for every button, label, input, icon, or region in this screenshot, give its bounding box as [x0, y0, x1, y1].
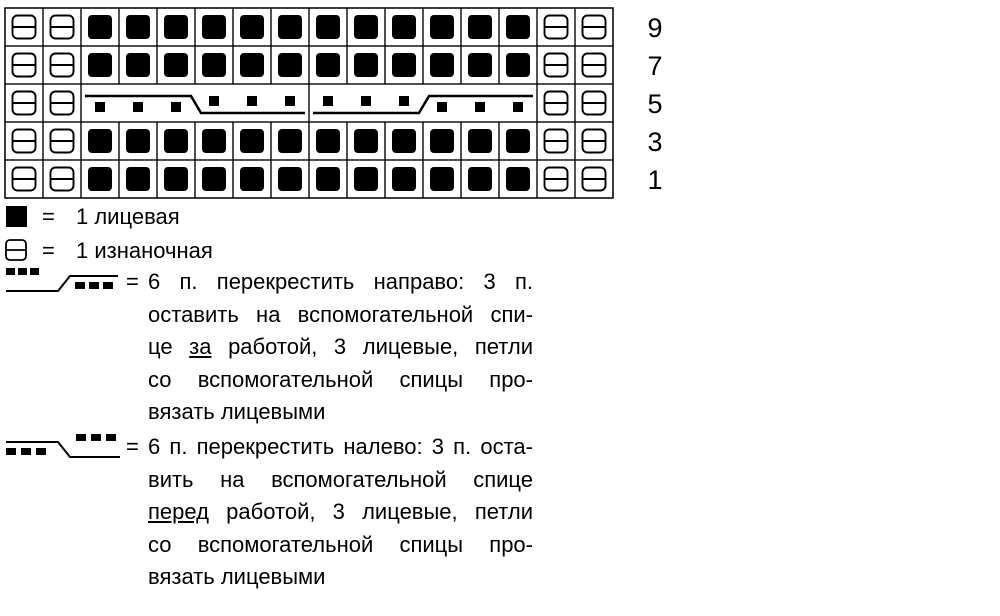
- cross-left-legend-sq: [91, 434, 101, 441]
- underlined-word: перед: [148, 499, 209, 525]
- cross-right-description: [148, 266, 533, 429]
- knit-stitch: [88, 15, 112, 39]
- cable-stitch: [209, 96, 219, 106]
- cable-stitch: [399, 96, 409, 106]
- knit-stitch: [88, 53, 112, 77]
- knit-stitch: [278, 53, 302, 77]
- knit-stitch: [354, 53, 378, 77]
- legend-line: вязать лицевыми: [148, 399, 326, 425]
- knit-stitch: [202, 53, 226, 77]
- cable-stitch: [513, 102, 523, 112]
- cross-left-legend-eq: =: [126, 434, 139, 459]
- knit-stitch: [278, 129, 302, 153]
- knit-stitch: [164, 129, 188, 153]
- cross-right-legend-sq: [89, 282, 99, 289]
- knit-stitch: [430, 15, 454, 39]
- cable-stitch: [285, 96, 295, 106]
- legend-line: оставить на вспомогательной спи-: [148, 301, 533, 327]
- legend-line: 6 п. перекрестить налево: 3 п. оста-: [148, 434, 533, 459]
- knit-stitch: [468, 167, 492, 191]
- legend-line: вить на вспомогательной спице: [148, 466, 533, 492]
- knit-legend-icon: [6, 206, 27, 227]
- row-number-3: 3: [647, 127, 663, 157]
- underlined-word: за: [189, 334, 212, 360]
- legend-line: [148, 331, 533, 364]
- knit-stitch: [392, 53, 416, 77]
- knit-stitch: [316, 129, 340, 153]
- knit-stitch: [316, 15, 340, 39]
- knit-stitch: [126, 129, 150, 153]
- knit-stitch: [126, 15, 150, 39]
- knit-stitch: [468, 53, 492, 77]
- legend-line: со вспомогательной спицы про-: [148, 531, 533, 557]
- knit-stitch: [430, 167, 454, 191]
- knit-stitch: [506, 53, 530, 77]
- row-number-7: 7: [647, 51, 663, 81]
- knit-stitch: [316, 167, 340, 191]
- knit-stitch: [392, 15, 416, 39]
- knit-stitch: [468, 129, 492, 153]
- cable-stitch: [247, 96, 257, 106]
- knit-stitch: [354, 15, 378, 39]
- knit-stitch: [506, 129, 530, 153]
- legend-fragment: работой, 3 лицевые, петли: [208, 499, 533, 525]
- cross-left-legend-sq: [76, 434, 86, 441]
- knit-stitch: [240, 129, 264, 153]
- knit-stitch: [392, 129, 416, 153]
- legend-line: [148, 496, 533, 529]
- knit-stitch: [202, 15, 226, 39]
- cable-stitch: [475, 102, 485, 112]
- cross-right-legend-sq: [75, 282, 85, 289]
- knit-stitch: [126, 167, 150, 191]
- cable-stitch: [133, 102, 143, 112]
- cross-right-legend-line: [6, 276, 118, 291]
- legend-line: вязать лицевыми: [148, 564, 326, 590]
- cross-right-legend-eq: =: [126, 269, 139, 294]
- knit-stitch: [164, 15, 188, 39]
- cross-left-legend-sq: [106, 434, 116, 441]
- knit-stitch: [392, 167, 416, 191]
- knit-stitch: [164, 167, 188, 191]
- row-number-5: 5: [647, 89, 663, 119]
- knit-legend-eq: =: [42, 204, 55, 229]
- cable-stitch: [437, 102, 447, 112]
- cable-stitch: [171, 102, 181, 112]
- purl-legend-text: 1 изнаночная: [76, 238, 213, 263]
- cross-left-legend-sq: [21, 448, 31, 455]
- knit-stitch: [316, 53, 340, 77]
- cable-stitch: [361, 96, 371, 106]
- knit-stitch: [506, 167, 530, 191]
- cross-right-legend-sq: [103, 282, 113, 289]
- knit-stitch: [354, 129, 378, 153]
- knit-stitch: [164, 53, 188, 77]
- cross-left-description: [148, 431, 533, 594]
- row-number-1: 1: [647, 165, 663, 195]
- cross-right-legend-sq: [30, 268, 39, 275]
- cross-right-legend-sq: [18, 268, 27, 275]
- purl-legend-eq: =: [42, 238, 55, 263]
- knit-stitch: [202, 167, 226, 191]
- cable-stitch: [95, 102, 105, 112]
- knit-stitch: [430, 53, 454, 77]
- knit-stitch: [468, 15, 492, 39]
- knit-stitch: [278, 15, 302, 39]
- row-number-9: 9: [647, 13, 663, 43]
- cross-left-legend-sq: [36, 448, 46, 455]
- knit-stitch: [430, 129, 454, 153]
- knit-legend-text: 1 лицевая: [76, 204, 180, 229]
- knit-stitch: [88, 167, 112, 191]
- knit-stitch: [240, 167, 264, 191]
- knit-stitch: [240, 53, 264, 77]
- cross-right-legend-sq: [6, 268, 15, 275]
- knit-stitch: [240, 15, 264, 39]
- legend-line: 6 п. перекрестить направо: 3 п.: [148, 269, 533, 294]
- knit-stitch: [278, 167, 302, 191]
- cross-left-legend-sq: [6, 448, 16, 455]
- cable-stitch: [323, 96, 333, 106]
- knit-stitch: [202, 129, 226, 153]
- legend-line: со вспомогательной спицы про-: [148, 366, 533, 392]
- knit-stitch: [88, 129, 112, 153]
- knit-stitch: [354, 167, 378, 191]
- legend-fragment: работой, 3 лицевые, петли: [211, 334, 533, 360]
- knit-stitch: [506, 15, 530, 39]
- legend-fragment: це: [148, 334, 190, 360]
- knit-stitch: [126, 53, 150, 77]
